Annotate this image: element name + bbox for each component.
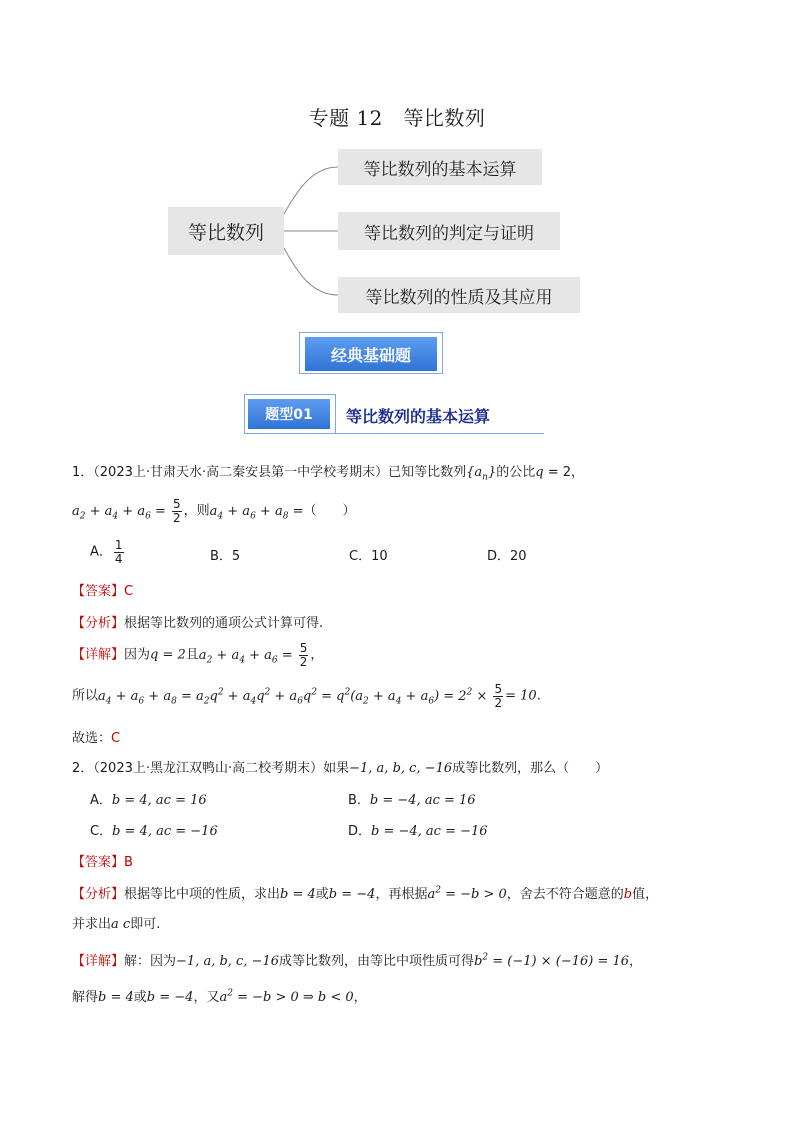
- fraction: $\frac{5}{2}$: [299, 641, 308, 669]
- mindmap-root: 等比数列: [168, 207, 284, 255]
- mindmap-child-determination-proof: 等比数列的判定与证明: [338, 212, 560, 250]
- section-banner: 经典基础题: [305, 337, 437, 371]
- q1-option-a[interactable]: A． $\frac{1}{4}$: [90, 538, 123, 566]
- q2-analysis: 【分析】根据等比中项的性质，求出b = 4或b = −4，再根据$a^2 = -b > 0$，舍去不符合题意的b值，: [72, 885, 659, 902]
- q1-detail-calc: 所以$a_4 + a_6 + a_8 = a_2q^2 + a_4q^2 + a_6q^2 = q^2(a_2 + a_4 + a_6) = 2^2$ × $\frac{5}{2}$ = 10.: [72, 682, 541, 710]
- q1-stem: 1．（2023上·甘肃天水·高二秦安县第一中学校考期末）已知等比数列$\{a_n\}$的公比q = 2，: [72, 465, 585, 483]
- type-title: 等比数列的基本运算: [346, 407, 491, 426]
- q2-option-c[interactable]: C．b = 4, ac = −16: [90, 824, 218, 839]
- q2-detail-line2: 解得b = 4或b = −4，又$a^2 = -b > 0$ ⇒ b < 0，: [72, 988, 367, 1005]
- q1-condition: $a_2 + a_4 + a_6$ = $\frac{5}{2}$ ，则$a_4 + a_6 + a_8$ =（ ）: [72, 497, 356, 525]
- q2-stem: 2．（2023上·黑龙江双鸭山·高二校考期末）如果−1, a, b, c, −16成等比数列，那么（ ）: [72, 761, 609, 776]
- fraction: $\frac{5}{2}$: [172, 497, 181, 525]
- type-badge: 题型01: [248, 399, 330, 429]
- q1-detail: 【详解】因为q = 2且$a_2 + a_4 + a_6$ = $\frac{5}{2}$ ，: [72, 641, 324, 669]
- type-underline: [336, 433, 544, 434]
- q1-choose: 故选：C: [72, 731, 121, 746]
- q1-option-d[interactable]: D．20: [487, 549, 527, 564]
- fraction: $\frac{5}{2}$: [494, 682, 503, 710]
- q1-analysis: 【分析】根据等比数列的通项公式计算可得.: [72, 616, 324, 631]
- mindmap-child-properties-applications: 等比数列的性质及其应用: [338, 277, 580, 313]
- q2-detail: 【详解】解：因为−1, a, b, c, −16成等比数列，由等比中项性质可得$b^2 = (-1) \times (-16) = 16$，: [72, 952, 643, 969]
- q1-option-c[interactable]: C．10: [349, 549, 388, 564]
- q2-option-a[interactable]: A．b = 4, ac = 16: [90, 793, 207, 808]
- q2-analysis-line2: 并求出a c即可.: [72, 917, 161, 932]
- q1-option-b[interactable]: B．5: [210, 549, 241, 564]
- q2-option-d[interactable]: D．b = −4, ac = −16: [348, 824, 488, 839]
- q2-answer: 【答案】B: [72, 855, 133, 870]
- page-title: 专题 12 等比数列: [308, 106, 486, 130]
- fraction: $\frac{1}{4}$: [114, 538, 123, 566]
- q1-answer: 【答案】C: [72, 584, 134, 599]
- q2-option-b[interactable]: B．b = −4, ac = 16: [348, 793, 476, 808]
- mindmap-child-basic-operations: 等比数列的基本运算: [338, 149, 542, 185]
